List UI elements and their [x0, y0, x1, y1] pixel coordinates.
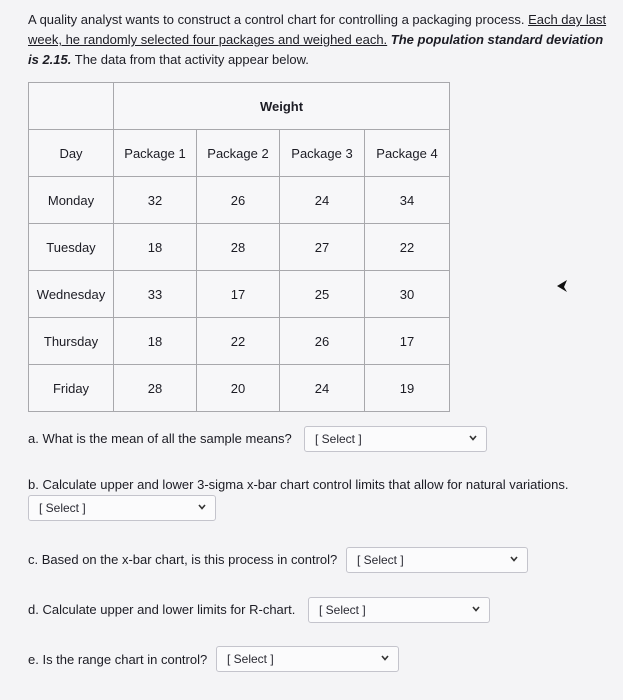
value-cell: 22: [197, 318, 280, 365]
value-cell: 26: [280, 318, 365, 365]
value-cell: 28: [114, 365, 197, 412]
value-cell: 22: [365, 224, 450, 271]
value-cell: 18: [114, 224, 197, 271]
select-value: [ Select ]: [357, 553, 404, 567]
select-value: [ Select ]: [315, 432, 362, 446]
question-intro: [28, 10, 613, 70]
value-cell: 24: [280, 365, 365, 412]
weight-group-header: Weight: [114, 83, 450, 130]
day-cell: Tuesday: [29, 224, 114, 271]
chevron-down-icon: [471, 603, 481, 615]
table-row: [29, 271, 450, 318]
question-b-select[interactable]: [28, 495, 216, 521]
chevron-down-icon: [197, 501, 207, 513]
question-c-text: c. Based on the x-bar chart, is this process in control?: [28, 552, 338, 567]
table-row: [29, 318, 450, 365]
value-cell: 18: [114, 318, 197, 365]
value-cell: 17: [365, 318, 450, 365]
value-cell: 27: [280, 224, 365, 271]
value-cell: 32: [114, 177, 197, 224]
value-cell: 25: [280, 271, 365, 318]
day-column-header: Day: [29, 130, 114, 177]
chevron-down-icon: [468, 432, 478, 444]
intro-sentence-2: Each day last week, he randomly selected four packages and weighed each.: [28, 12, 607, 47]
value-cell: 26: [197, 177, 280, 224]
day-cell: Wednesday: [29, 271, 114, 318]
value-cell: 24: [280, 177, 365, 224]
question-a-text: a. What is the mean of all the sample means?: [28, 431, 292, 446]
intro-sentence-3: The population standard deviation is 2.15.: [28, 32, 604, 67]
day-cell: Friday: [29, 365, 114, 412]
select-value: [ Select ]: [319, 603, 366, 617]
value-cell: 20: [197, 365, 280, 412]
column-header: Package 1: [114, 130, 197, 177]
table-row: [29, 224, 450, 271]
intro-sentence-1: A quality analyst wants to construct a control chart for controlling a packaging process.: [28, 12, 525, 27]
table-row: [29, 177, 450, 224]
column-header: Package 4: [365, 130, 450, 177]
day-cell: Thursday: [29, 318, 114, 365]
chevron-down-icon: [380, 652, 390, 664]
day-cell: Monday: [29, 177, 114, 224]
value-cell: 30: [365, 271, 450, 318]
question-b-text: b. Calculate upper and lower 3-sigma x-bar chart control limits that allow for natural variations.: [28, 477, 569, 492]
question-c-select[interactable]: [346, 547, 528, 573]
intro-sentence-4: The data from that activity appear below.: [74, 52, 309, 67]
value-cell: 17: [197, 271, 280, 318]
question-a-select[interactable]: [304, 426, 487, 452]
column-header: Package 2: [197, 130, 280, 177]
question-e-text: e. Is the range chart in control?: [28, 652, 208, 667]
select-value: [ Select ]: [227, 652, 274, 666]
chevron-down-icon: [509, 553, 519, 565]
select-value: [ Select ]: [39, 501, 86, 515]
column-header: Package 3: [280, 130, 365, 177]
mouse-cursor-icon: [555, 278, 569, 294]
empty-corner-cell: [29, 83, 114, 130]
value-cell: 33: [114, 271, 197, 318]
question-d-select[interactable]: [308, 597, 490, 623]
weight-data-table: [28, 82, 450, 412]
value-cell: 28: [197, 224, 280, 271]
question-e-select[interactable]: [216, 646, 399, 672]
value-cell: 19: [365, 365, 450, 412]
question-d-text: d. Calculate upper and lower limits for R-chart.: [28, 602, 296, 617]
table-row: [29, 365, 450, 412]
value-cell: 34: [365, 177, 450, 224]
